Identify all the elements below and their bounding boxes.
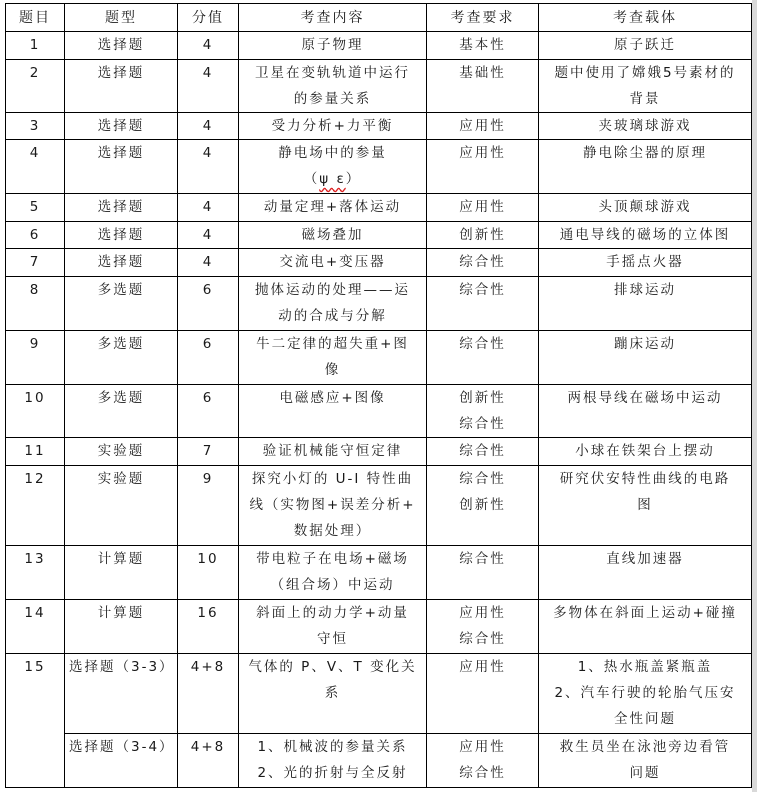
question-type: 选择题（3-3） bbox=[65, 654, 178, 734]
page-edge bbox=[752, 0, 757, 792]
requirement-cell bbox=[427, 60, 539, 113]
table-row bbox=[6, 60, 752, 113]
content-cell bbox=[239, 546, 427, 600]
content-cell bbox=[239, 438, 427, 466]
requirement-cell bbox=[427, 277, 539, 331]
content-cell-line: 线（实物图+误差分析+ bbox=[249, 497, 416, 513]
header-score: 分值 bbox=[178, 4, 239, 32]
carrier-cell bbox=[539, 466, 752, 546]
content-cell bbox=[239, 249, 427, 277]
requirement-cell-line: 应用性 bbox=[459, 605, 506, 621]
question-score: 6 bbox=[178, 277, 239, 331]
table-row bbox=[6, 600, 752, 654]
question-score: 4 bbox=[178, 113, 239, 140]
question-type: 多选题 bbox=[65, 385, 178, 438]
question-score: 16 bbox=[178, 600, 239, 654]
requirement-cell-line: 基础性 bbox=[459, 65, 506, 81]
content-cell-line: 像 bbox=[324, 362, 341, 378]
carrier-cell-line: 通电导线的磁场的立体图 bbox=[559, 227, 731, 243]
carrier-cell bbox=[539, 249, 752, 277]
content-cell-line: 交流电+变压器 bbox=[279, 254, 386, 270]
requirement-cell bbox=[427, 466, 539, 546]
requirement-cell bbox=[427, 438, 539, 466]
content-cell-line: 静电场中的参量 bbox=[278, 145, 387, 161]
requirement-cell-line: 应用性 bbox=[459, 145, 506, 161]
content-cell-line: 1、机械波的参量关系 bbox=[257, 739, 408, 755]
content-cell-line: 受力分析+力平衡 bbox=[271, 118, 394, 134]
carrier-cell-line: 研究伏安特性曲线的电路 bbox=[559, 471, 731, 487]
content-cell-line: 的参量关系 bbox=[293, 91, 372, 107]
table-row bbox=[6, 113, 752, 140]
content-cell bbox=[239, 734, 427, 788]
table-row bbox=[6, 654, 752, 734]
table-row bbox=[6, 466, 752, 546]
header-content: 考查内容 bbox=[239, 4, 427, 32]
question-number: 11 bbox=[6, 438, 65, 466]
carrier-cell bbox=[539, 654, 752, 734]
question-score: 7 bbox=[178, 438, 239, 466]
content-cell-line: 卫星在变轨轨道中运行 bbox=[255, 65, 410, 81]
carrier-cell-line: 原子跃迁 bbox=[614, 37, 676, 53]
requirement-cell bbox=[427, 32, 539, 60]
content-cell bbox=[239, 113, 427, 140]
requirement-cell bbox=[427, 734, 539, 788]
question-score: 4 bbox=[178, 249, 239, 277]
content-cell-line: 斜面上的动力学+动量 bbox=[256, 605, 409, 621]
table-row bbox=[6, 546, 752, 600]
content-cell bbox=[239, 385, 427, 438]
requirement-cell-line: 综合性 bbox=[459, 254, 506, 270]
requirement-cell bbox=[427, 385, 539, 438]
question-number: 2 bbox=[6, 60, 65, 113]
requirement-cell bbox=[427, 331, 539, 385]
table-row bbox=[6, 734, 752, 788]
carrier-cell-line: 多物体在斜面上运动+碰撞 bbox=[553, 605, 737, 621]
header-row bbox=[6, 4, 752, 32]
requirement-cell-line: 基本性 bbox=[459, 37, 506, 53]
requirement-cell-line: 综合性 bbox=[459, 631, 506, 647]
question-type: 选择题 bbox=[65, 249, 178, 277]
content-cell bbox=[239, 331, 427, 385]
question-number: 10 bbox=[6, 385, 65, 438]
content-cell-line: 动的合成与分解 bbox=[278, 308, 387, 324]
content-cell-line: 验证机械能守恒定律 bbox=[262, 443, 403, 459]
table-row bbox=[6, 277, 752, 331]
question-score: 4 bbox=[178, 140, 239, 194]
requirement-cell-line: 创新性 bbox=[459, 390, 506, 406]
carrier-cell-line: 夹玻璃球游戏 bbox=[598, 118, 692, 134]
requirement-cell bbox=[427, 140, 539, 194]
content-cell-line: 守恒 bbox=[317, 631, 348, 647]
table-row bbox=[6, 222, 752, 249]
header-question-type: 题型 bbox=[65, 4, 178, 32]
question-score: 9 bbox=[178, 466, 239, 546]
requirement-cell-line: 综合性 bbox=[459, 551, 506, 567]
carrier-cell-line: 蹦床运动 bbox=[614, 336, 676, 352]
carrier-cell-line: 2、汽车行驶的轮胎气压安 bbox=[554, 685, 736, 701]
content-cell bbox=[239, 277, 427, 331]
question-number: 6 bbox=[6, 222, 65, 249]
header-question-number: 题目 bbox=[6, 4, 65, 32]
content-cell-line: （ψ ε） bbox=[303, 171, 362, 187]
requirement-cell bbox=[427, 600, 539, 654]
question-number: 15 bbox=[6, 654, 65, 788]
requirement-cell bbox=[427, 113, 539, 140]
carrier-cell bbox=[539, 734, 752, 788]
carrier-cell-line: 静电除尘器的原理 bbox=[583, 145, 707, 161]
table-row bbox=[6, 32, 752, 60]
content-cell-line: 抛体运动的处理——运 bbox=[255, 282, 410, 298]
requirement-cell-line: 创新性 bbox=[459, 497, 506, 513]
question-type: 选择题（3-4） bbox=[65, 734, 178, 788]
header-requirement: 考查要求 bbox=[427, 4, 539, 32]
requirement-cell-line: 综合性 bbox=[459, 443, 506, 459]
question-score: 4 bbox=[178, 60, 239, 113]
question-type: 选择题 bbox=[65, 32, 178, 60]
carrier-cell-line: 背景 bbox=[629, 91, 661, 107]
question-number: 3 bbox=[6, 113, 65, 140]
question-type: 选择题 bbox=[65, 194, 178, 222]
content-cell bbox=[239, 466, 427, 546]
carrier-cell-line: 1、热水瓶盖紧瓶盖 bbox=[577, 659, 713, 675]
content-cell bbox=[239, 654, 427, 734]
question-number: 1 bbox=[6, 32, 65, 60]
carrier-cell bbox=[539, 60, 752, 113]
carrier-cell bbox=[539, 32, 752, 60]
carrier-cell-line: 小球在铁架台上摆动 bbox=[575, 443, 715, 459]
content-cell bbox=[239, 60, 427, 113]
content-cell-line: 牛二定律的超失重+图 bbox=[256, 336, 409, 352]
question-score: 6 bbox=[178, 331, 239, 385]
question-type: 计算题 bbox=[65, 546, 178, 600]
content-cell-line: 数据处理） bbox=[293, 523, 372, 539]
carrier-cell-line: 头顶颠球游戏 bbox=[598, 199, 692, 215]
content-cell bbox=[239, 32, 427, 60]
question-number: 4 bbox=[6, 140, 65, 194]
requirement-cell-line: 综合性 bbox=[459, 282, 506, 298]
carrier-cell bbox=[539, 385, 752, 438]
carrier-cell-line: 全性问题 bbox=[614, 711, 676, 727]
requirement-cell-line: 创新性 bbox=[459, 227, 506, 243]
requirement-cell bbox=[427, 654, 539, 734]
requirement-cell-line: 综合性 bbox=[459, 765, 506, 781]
table-row bbox=[6, 140, 752, 194]
question-number: 7 bbox=[6, 249, 65, 277]
question-score: 4 bbox=[178, 194, 239, 222]
question-type: 选择题 bbox=[65, 60, 178, 113]
table-row bbox=[6, 194, 752, 222]
table-body bbox=[6, 32, 752, 788]
question-type: 多选题 bbox=[65, 277, 178, 331]
requirement-cell bbox=[427, 222, 539, 249]
question-number: 9 bbox=[6, 331, 65, 385]
content-cell bbox=[239, 140, 427, 194]
question-type: 选择题 bbox=[65, 140, 178, 194]
carrier-cell-line: 手摇点火器 bbox=[606, 254, 684, 270]
question-type: 多选题 bbox=[65, 331, 178, 385]
carrier-cell bbox=[539, 113, 752, 140]
carrier-cell bbox=[539, 600, 752, 654]
content-cell bbox=[239, 194, 427, 222]
requirement-cell-line: 应用性 bbox=[459, 659, 506, 675]
carrier-cell bbox=[539, 194, 752, 222]
question-number: 12 bbox=[6, 466, 65, 546]
content-cell-line: 带电粒子在电场+磁场 bbox=[256, 551, 409, 567]
question-score: 4 bbox=[178, 222, 239, 249]
question-number: 8 bbox=[6, 277, 65, 331]
question-score: 10 bbox=[178, 546, 239, 600]
question-score: 4 bbox=[178, 32, 239, 60]
question-number: 5 bbox=[6, 194, 65, 222]
carrier-cell-line: 题中使用了嫦娥5号素材的 bbox=[554, 65, 736, 81]
requirement-cell-line: 应用性 bbox=[459, 199, 506, 215]
requirement-cell bbox=[427, 546, 539, 600]
table-row bbox=[6, 249, 752, 277]
question-number: 13 bbox=[6, 546, 65, 600]
carrier-cell bbox=[539, 331, 752, 385]
requirement-cell-line: 综合性 bbox=[459, 336, 506, 352]
spellcheck-underline: ψ ε bbox=[319, 171, 346, 187]
question-score: 4+8 bbox=[178, 654, 239, 734]
content-cell-line: 电磁感应+图像 bbox=[279, 390, 386, 406]
question-number: 14 bbox=[6, 600, 65, 654]
exam-analysis-table bbox=[5, 3, 752, 788]
requirement-cell-line: 综合性 bbox=[459, 416, 506, 432]
content-cell-line: 探究小灯的 U-I 特性曲 bbox=[251, 471, 414, 487]
carrier-cell bbox=[539, 222, 752, 249]
content-cell-line: 磁场叠加 bbox=[301, 227, 364, 243]
content-cell-line: 系 bbox=[324, 685, 341, 701]
question-type: 实验题 bbox=[65, 438, 178, 466]
carrier-cell bbox=[539, 140, 752, 194]
requirement-cell bbox=[427, 249, 539, 277]
carrier-cell bbox=[539, 438, 752, 466]
table-row bbox=[6, 331, 752, 385]
content-cell-line: 动量定理+落体运动 bbox=[263, 199, 402, 215]
question-type: 实验题 bbox=[65, 466, 178, 546]
content-cell-line: （组合场）中运动 bbox=[270, 577, 395, 593]
requirement-cell-line: 应用性 bbox=[459, 739, 506, 755]
requirement-cell-line: 综合性 bbox=[459, 471, 506, 487]
requirement-cell-line: 应用性 bbox=[459, 118, 506, 134]
content-cell-line: 气体的 P、V、T 变化关 bbox=[248, 659, 417, 675]
carrier-cell-line: 救生员坐在泳池旁边看管 bbox=[559, 739, 731, 755]
question-type: 选择题 bbox=[65, 222, 178, 249]
header-carrier: 考查载体 bbox=[539, 4, 752, 32]
carrier-cell bbox=[539, 277, 752, 331]
carrier-cell-line: 图 bbox=[637, 497, 653, 513]
table-row bbox=[6, 438, 752, 466]
carrier-cell-line: 两根导线在磁场中运动 bbox=[567, 390, 723, 406]
question-type: 选择题 bbox=[65, 113, 178, 140]
carrier-cell-line: 排球运动 bbox=[614, 282, 676, 298]
requirement-cell bbox=[427, 194, 539, 222]
question-score: 6 bbox=[178, 385, 239, 438]
question-score: 4+8 bbox=[178, 734, 239, 788]
table-row bbox=[6, 385, 752, 438]
question-type: 计算题 bbox=[65, 600, 178, 654]
carrier-cell-line: 问题 bbox=[629, 765, 661, 781]
content-cell-line: 原子物理 bbox=[301, 37, 364, 53]
content-cell bbox=[239, 600, 427, 654]
content-cell bbox=[239, 222, 427, 249]
carrier-cell-line: 直线加速器 bbox=[606, 551, 684, 567]
content-cell-line: 2、光的折射与全反射 bbox=[257, 765, 408, 781]
carrier-cell bbox=[539, 546, 752, 600]
